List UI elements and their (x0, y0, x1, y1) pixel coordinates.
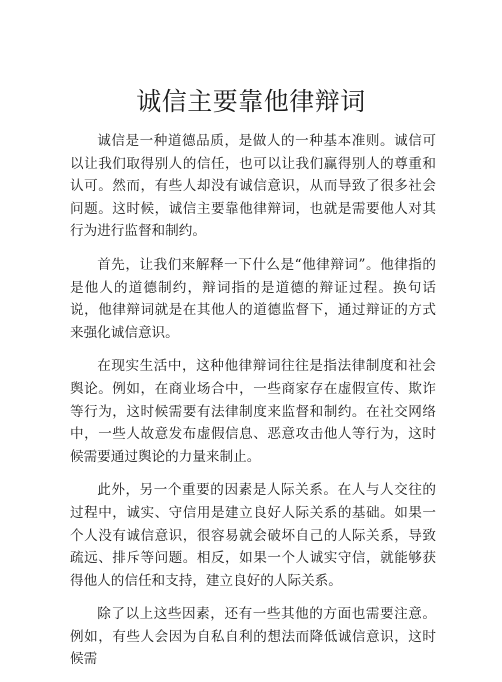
paragraph-1: 诚信是一种道德品质，是做人的一种基本准则。诚信可以让我们取得别人的信任，也可以让我们赢得别人的尊重和认可。然而，有些人却没有诚信意识，从而导致了很多社会问题。这时候，诚信主要靠他律辩词，也就是需要他人对其行为进行监督和制约。 (70, 133, 436, 240)
paragraph-2: 首先，让我们来解释一下什么是“他律辩词”。他律指的是他人的道德制约，辩词指的是道德的辩证过程。换句话说，他律辩词就是在其他人的道德监督下，通过辩证的方式来强化诚信意识。 (70, 256, 436, 341)
paragraph-4: 此外，另一个重要的因素是人际关系。在人与人交往的过程中，诚实、守信用是建立良好人际关系的基础。如果一个人没有诚信意识，很容易就会破坏自己的人际关系，导致疏远、排斥等问题。相反，如果一个人诚实守信，就能够获得他人的信任和支持，建立良好的人际关系。 (70, 482, 436, 589)
document-body (70, 130, 436, 682)
document-title: 诚信主要靠他律辩词 (136, 87, 366, 116)
paragraph-5: 除了以上这些因素，还有一些其他的方面也需要注意。例如，有些人会因为自私自利的想法而降低诚信意识，这时候需 (70, 606, 436, 668)
paragraph-3: 在现实生活中，这种他律辩词往往是指法律制度和社会舆论。例如，在商业场合中，一些商家存在虚假宣传、欺诈等行为，这时候需要有法律制度来监督和制约。在社交网络中，一些人故意发布虚假信息、恶意攻击他人等行为，这时候需要通过舆论的力量来制止。 (70, 358, 436, 465)
